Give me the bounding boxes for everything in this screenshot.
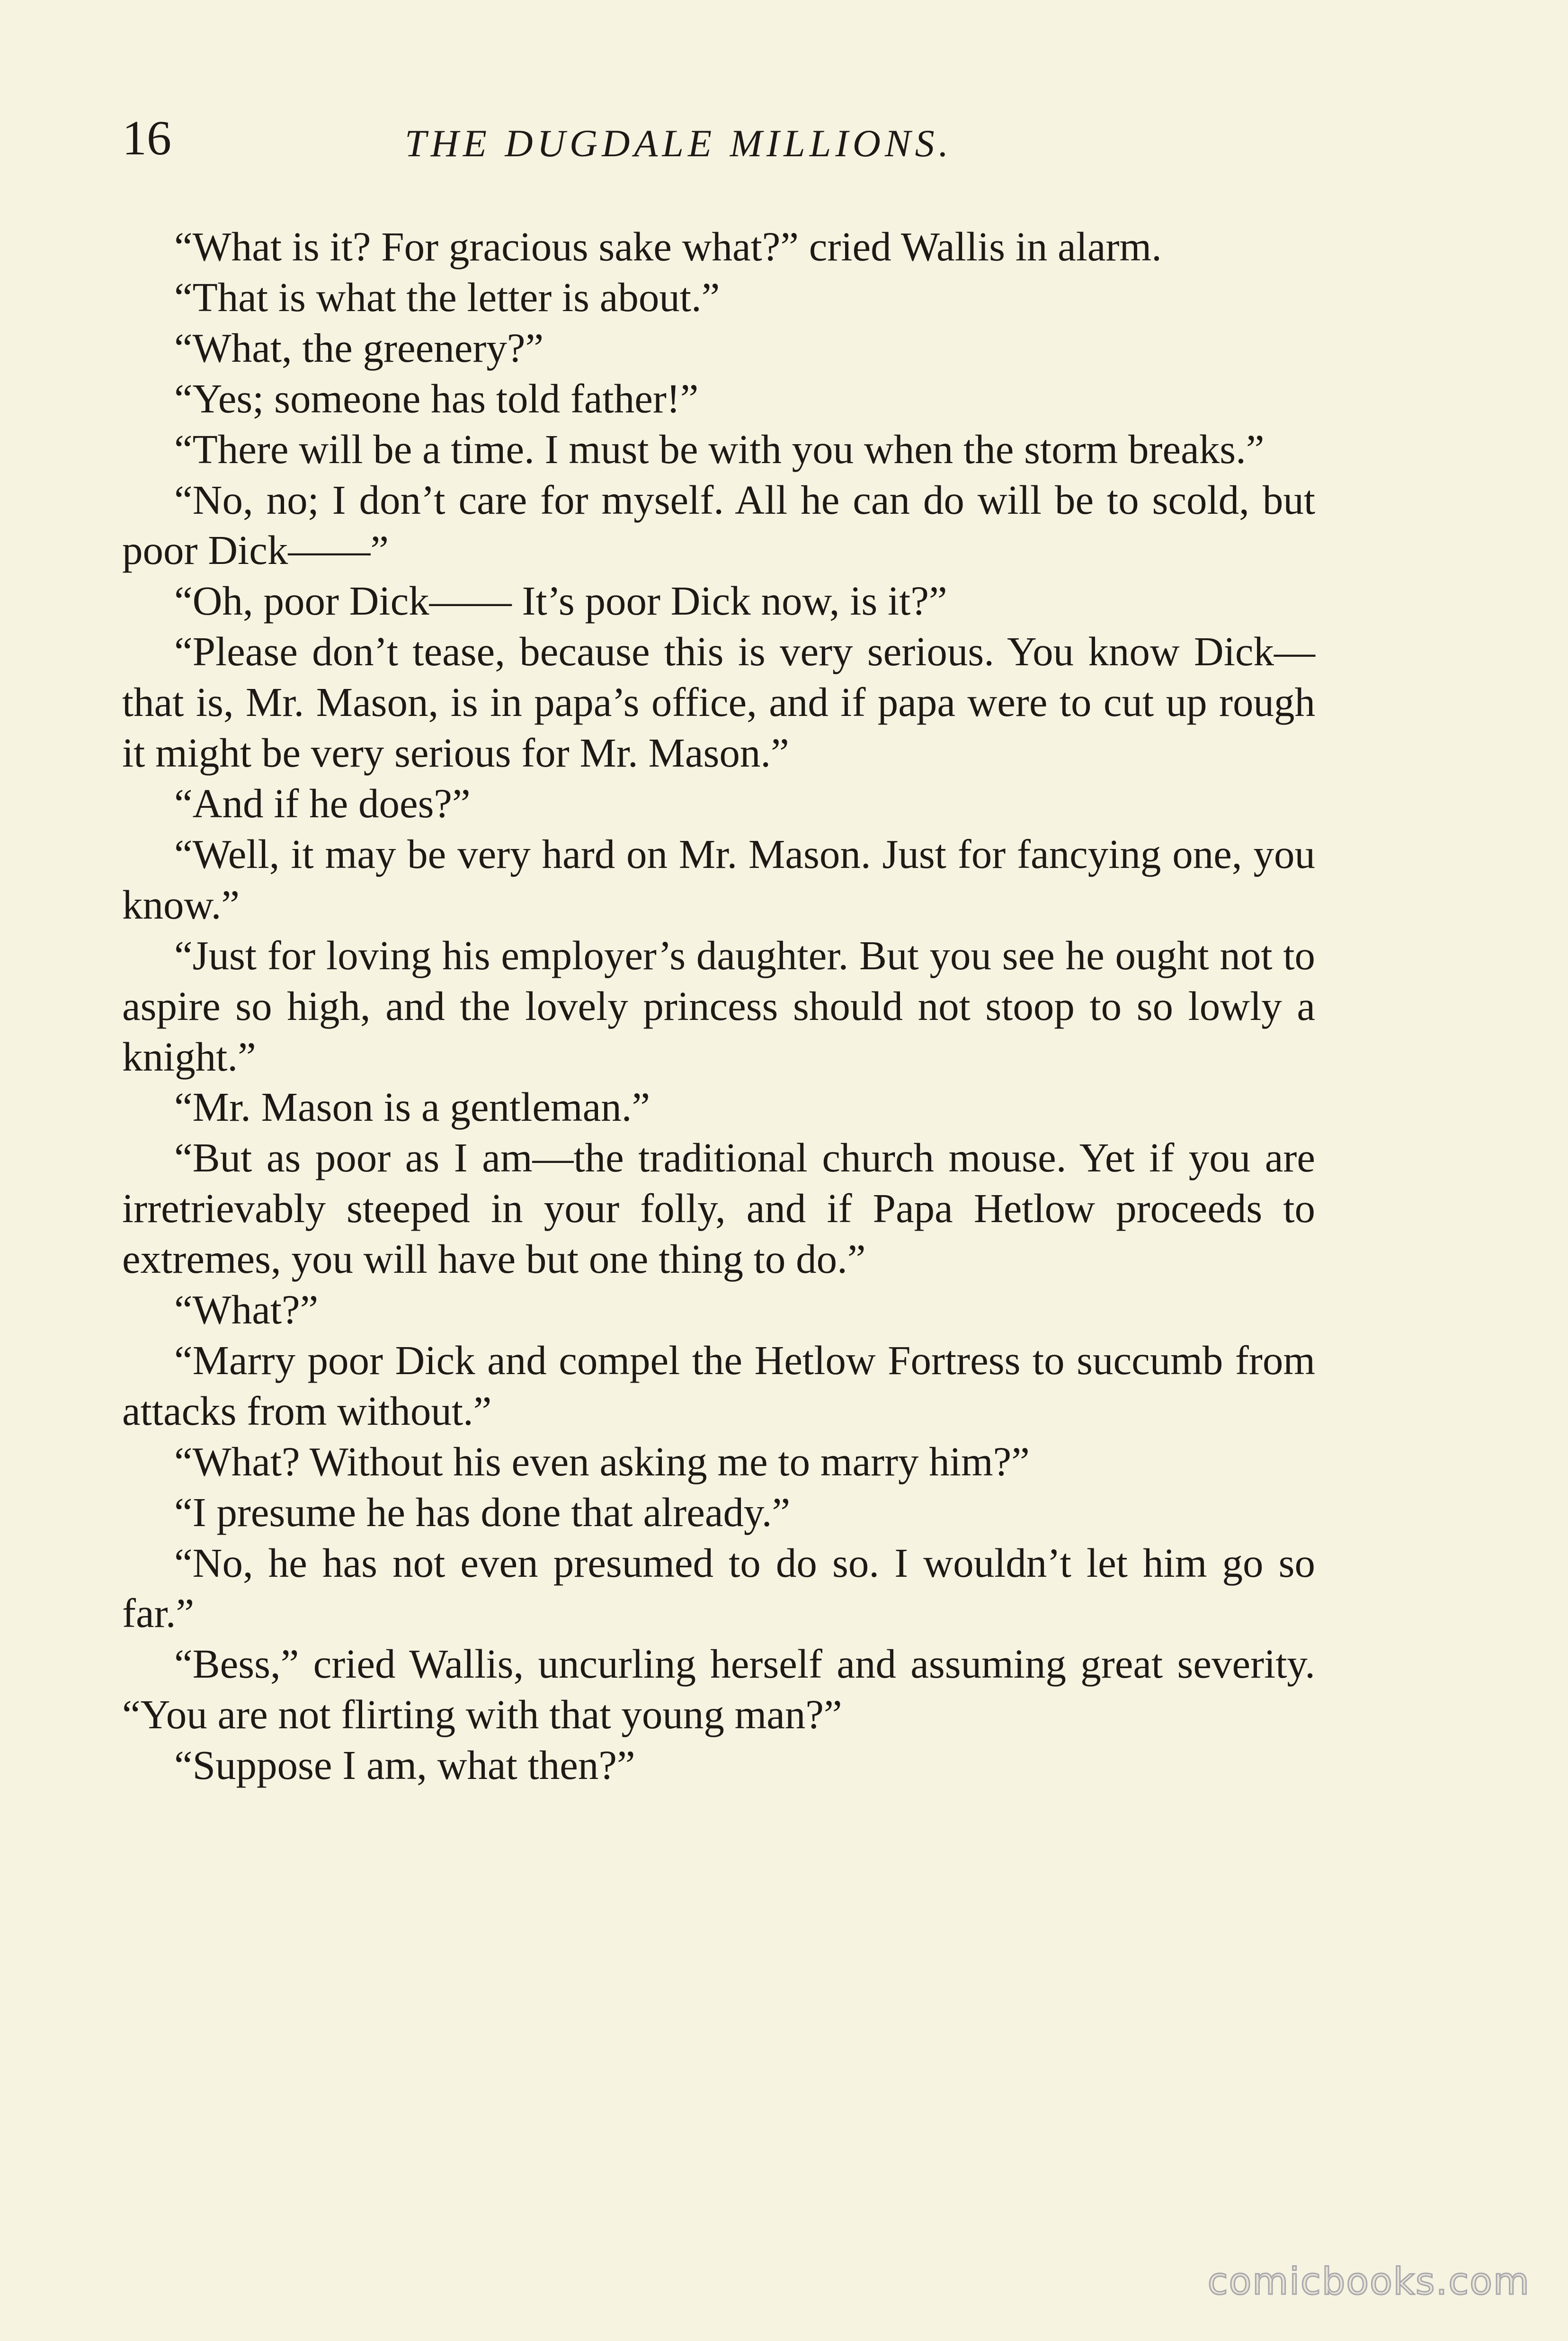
paragraph: “What?” [174, 1287, 319, 1333]
paragraph: “What, the greenery?” [174, 324, 544, 371]
paragraph: “What? Without his even asking me to marry him?” [174, 1438, 1030, 1484]
paragraph: “That is what the letter is about.” [174, 274, 720, 320]
paragraph: “And if he does?” [174, 780, 471, 826]
paragraph: “Please don’t tease, because this is very serious. You know Dick—that is, Mr. Mason, is in papa’s office, and if papa were to cut up rough it might be very serious for Mr. Mason.” [122, 628, 1315, 776]
paragraph: “Marry poor Dick and compel the Hetlow Fortress to succumb from attacks from without.” [122, 1337, 1315, 1434]
paragraph: “Mr. Mason is a gentleman.” [174, 1084, 650, 1130]
paragraph: “Bess,” cried Wallis, uncurling herself and assuming great severity. “You are not flirting with that young man?” [122, 1641, 1315, 1738]
paragraph: “There will be a time. I must be with you when the storm breaks.” [174, 426, 1265, 472]
paragraph: “But as poor as I am—the traditional church mouse. Yet if you are irretrievably steeped in your folly, and if Papa Hetlow proceeds to extremes, you will have but one thing to do.” [122, 1135, 1315, 1282]
paragraph: “Suppose I am, what then?” [174, 1742, 635, 1788]
running-head: THE DUGDALE MILLIONS. [405, 122, 953, 165]
paragraph: “Oh, poor Dick—— It’s poor Dick now, is it?” [174, 578, 947, 624]
paragraph: “No, no; I don’t care for myself. All he can do will be to scold, but poor Dick——” [122, 476, 1315, 573]
paragraph: “What is it? For gracious sake what?” cried Wallis in alarm. [174, 223, 1162, 269]
watermark: comicbooks.com [1207, 2261, 1530, 2303]
paragraph: “No, he has not even presumed to do so. I wouldn’t let him go so far.” [122, 1539, 1315, 1636]
paragraph: “I presume he has done that already.” [174, 1489, 791, 1535]
page-number: 16 [122, 111, 171, 165]
paragraph: “Well, it may be very hard on Mr. Mason. Just for fancying one, you know.” [122, 831, 1315, 928]
body-text [122, 222, 1315, 1791]
paragraph: “Yes; someone has told father!” [174, 375, 699, 421]
paragraph: “Just for loving his employer’s daughter. But you see he ought not to aspire so high, and the lovely princess should not stoop to so lowly a knight.” [122, 932, 1315, 1080]
